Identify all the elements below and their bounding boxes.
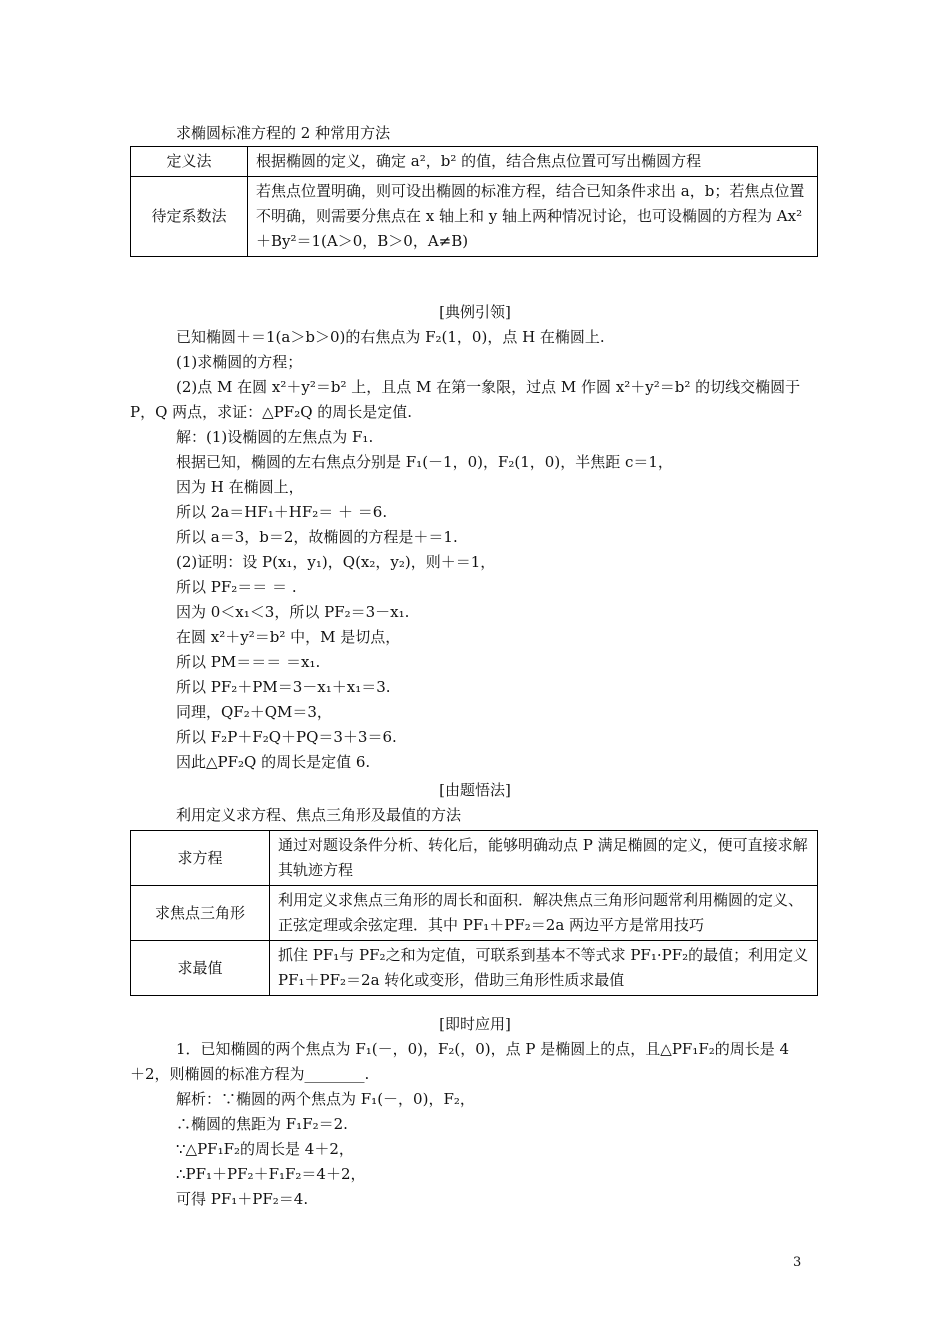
solution-line: 根据已知，椭圆的左右焦点分别是 F₁(－1，0)，F₂(1，0)，半焦距 c＝1， [176,453,673,471]
question-1-continued: ＋2，则椭圆的标准方程为________. [130,1065,370,1083]
solution-line: 因为 H 在椭圆上， [176,478,304,496]
table-row [131,941,818,996]
solution-line: 解：(1)设椭圆的左焦点为 F₁. [176,428,374,446]
solution-line: 同理，QF₂＋QM＝3， [176,703,332,721]
method-heading: 利用定义求方程、焦点三角形及最值的方法 [176,806,462,824]
methods-table [130,146,818,257]
table-row [131,831,818,886]
table-key-cell: 求最值 [131,941,270,996]
section-methods [130,121,820,257]
solution-line: 在圆 x²＋y²＝b² 中，M 是切点， [176,628,401,646]
problem-part-1: (1)求椭圆的方程； [176,353,303,371]
solution-line: 所以 F₂P＋F₂Q＋PQ＝3＋3＝6. [176,728,397,746]
table-row [131,886,818,941]
table-key-cell: 定义法 [131,147,248,177]
analysis-line: ∴PF₁＋PF₂＋F₁F₂＝4＋2， [176,1165,366,1183]
problem-part-2: (2)点 M 在圆 x²＋y²＝b² 上，且点 M 在第一象限，过点 M 作圆 x²＋y²＝b² 的切线交椭圆于 [176,378,801,396]
table-row [131,177,818,257]
table-value-cell: 根据椭圆的定义，确定 a²，b² 的值，结合焦点位置可写出椭圆方程 [248,147,818,177]
table-value-cell: 抓住 PF₁与 PF₂之和为定值，可联系到基本不等式求 PF₁·PF₂的最值；利用定义 PF₁＋PF₂＝2a 转化或变形，借助三角形性质求最值 [270,941,818,996]
solution-line: 所以 a＝3，b＝2，故椭圆的方程是＋＝1. [176,528,458,546]
solution-line: 所以 PM＝＝＝ ＝x₁. [176,653,321,671]
analysis-line: 解析：∵椭圆的两个焦点为 F₁(－，0)，F₂， [176,1090,475,1108]
question-1: 1．已知椭圆的两个焦点为 F₁(－，0)，F₂(，0)，点 P 是椭圆上的点，且△PF₁F₂的周长是 4 [176,1040,790,1058]
problem-text: 已知椭圆＋＝1(a＞b＞0)的右焦点为 F₂(1，0)，点 H 在椭圆上. [176,328,605,346]
table-key-cell: 求方程 [131,831,270,886]
table-key-cell: 待定系数法 [131,177,248,257]
example-title: [典例引领] [439,303,511,321]
analysis-line: ∴椭圆的焦距为 F₁F₂＝2. [176,1115,348,1133]
page-number: 3 [793,1255,802,1270]
method-title: [由题悟法] [439,781,511,799]
table-value-cell: 若焦点位置明确，则可设出椭圆的标准方程，结合已知条件求出 a，b；若焦点位置不明确，则需要分焦点在 x 轴上和 y 轴上两种情况讨论，也可设椭圆的方程为 Ax²＋By²＝1(A＞0，B＞0，A≠B) [248,177,818,257]
section-heading: 求椭圆标准方程的 2 种常用方法 [176,124,391,142]
table-value-cell: 利用定义求焦点三角形的周长和面积．解决焦点三角形问题常利用椭圆的定义、正弦定理或余弦定理．其中 PF₁＋PF₂＝2a 两边平方是常用技巧 [270,886,818,941]
solution-line: 所以 PF₂＝＝ ＝ . [176,578,297,596]
method-table [130,830,818,996]
table-row [131,147,818,177]
analysis-line: ∵△PF₁F₂的周长是 4＋2， [176,1140,354,1158]
method-section [130,778,820,996]
solution-line: 所以 PF₂＋PM＝3－x₁＋x₁＝3. [176,678,391,696]
solution-line: (2)证明：设 P(x₁，y₁)，Q(x₂，y₂)，则＋＝1， [176,553,496,571]
table-value-cell: 通过对题设条件分析、转化后，能够明确动点 P 满足椭圆的定义，便可直接求解其轨迹方程 [270,831,818,886]
example-section [130,300,820,775]
application-section [130,1012,820,1212]
application-title: [即时应用] [439,1015,511,1033]
table-key-cell: 求焦点三角形 [131,886,270,941]
analysis-line: 可得 PF₁＋PF₂＝4. [176,1190,309,1208]
problem-part-2-continued: P，Q 两点，求证：△PF₂Q 的周长是定值. [130,403,413,421]
solution-line: 所以 2a＝HF₁＋HF₂＝ ＋ ＝6. [176,503,388,521]
solution-line: 因为 0＜x₁＜3，所以 PF₂＝3－x₁. [176,603,410,621]
solution-line: 因此△PF₂Q 的周长是定值 6. [176,753,371,771]
